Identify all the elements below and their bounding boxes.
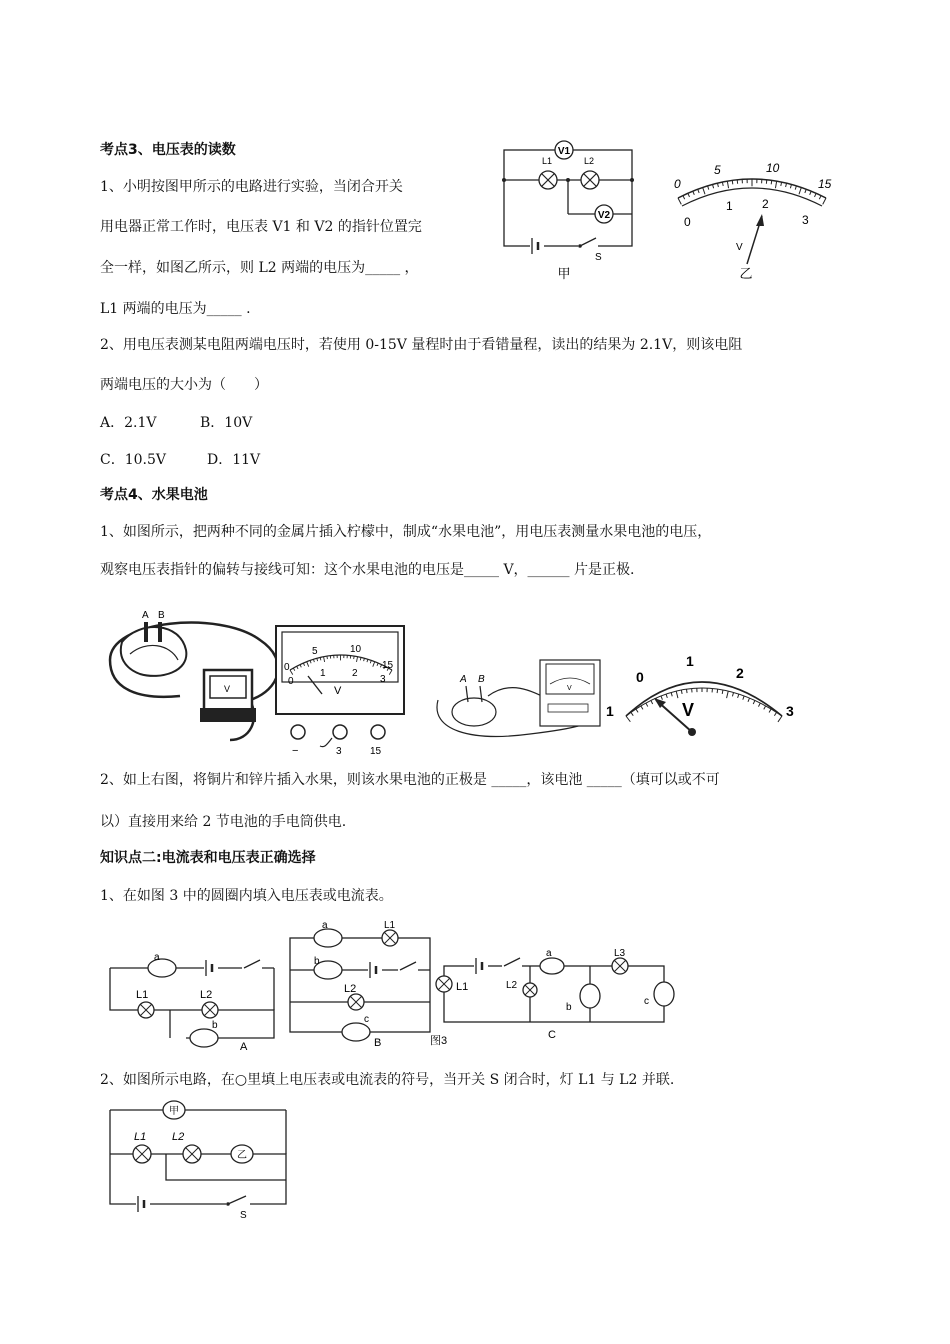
meter-tick [671,692,672,696]
fa-label-a: a [154,952,160,963]
meter-figure-yi [662,152,842,282]
fruit-battery-figure-left [100,600,410,760]
s4-q1-line2: 观察电压表指针的偏转与接线可知：这个水果电池的电压是_____ V，______ 片是正极. [100,562,635,578]
q2-option-b: B．10V [200,415,253,431]
fl-small-meter-unit: V [224,684,231,694]
v2-label: V2 [597,210,611,221]
meter-tick [626,716,630,722]
k2-q2-line1: 2、如图所示电路，在○里填上电压表或电流表的符号，当开关 S 闭合时，灯 L1 与 L2 并联. [100,1072,675,1088]
fr-tick-3: 3 [786,703,794,719]
meter-tick [666,694,667,698]
fl-top-tick-15: 15 [382,660,394,671]
fl-bottom-tick-2: 2 [352,668,358,679]
meter-tick [683,196,685,200]
meter-tick [748,698,750,702]
q2-option-d: D．11V [207,452,261,468]
q1-line4: L1 两端的电压为_____ . [100,301,251,317]
fb-label-circuit: B [374,1037,382,1049]
meter-tick [698,189,699,193]
meter-tick [681,690,682,694]
fr-tick-2: 2 [736,665,744,681]
q2-line1: 2、用电压表测某电阻两端电压时，若使用 0-15V 量程时由于看错量程，读出的结果为 2.1V，则该电阻 [100,337,743,353]
fr-label-b: B [478,674,485,685]
fl-top-tick-5: 5 [312,646,318,657]
meter-tick [641,706,643,709]
fa-label-b: b [212,1020,218,1031]
yi-top-tick-15: 15 [818,177,832,191]
q1-line1: 1、小明按图甲所示的电路进行实验，当闭合开关 [100,179,403,195]
fruit-battery-figure-right [430,650,820,750]
yi-unit: V [736,242,743,253]
fc-label-l1: L1 [456,981,469,993]
v1-label: V1 [557,146,571,157]
q2-option-a: A．2.1V [100,415,157,431]
fb-label-c: c [364,1014,369,1025]
figure-3-circuits [100,918,700,1058]
meter-tick [778,716,782,722]
fl-meter-unit: V [334,685,342,697]
figure-caption-yi: 乙 [739,266,753,281]
meter-tick [631,712,633,715]
yi-top-tick-0: 0 [674,177,681,191]
meter-tick [686,689,687,693]
fr-tick-0: 0 [636,669,644,685]
fr-small-meter-unit: V [567,685,572,692]
meter-tick [651,700,653,704]
fc-label-c: c [644,996,649,1007]
fl-bottom-tick-0: 0 [288,676,294,687]
meter-tick [795,186,796,190]
switch-label: S [595,252,602,263]
fc-label-circuit: C [548,1029,556,1041]
switch-s-label: S [240,1210,247,1220]
s4-q2-line2: 以）直接用来给 2 节电池的手电筒供电. [100,814,347,830]
section4-heading: 考点4、水果电池 [100,487,208,503]
fc-label-a: a [546,948,552,959]
l2-label: L2 [584,156,595,166]
fl-label-a: A [142,610,149,621]
meter-tick [727,181,728,188]
q2-line2: 两端电压的大小为（ ） [100,377,268,393]
meter-tick [771,180,772,184]
meter-tick [703,187,705,194]
fb-label-a: a [322,920,328,931]
meter-yi-label: 乙 [237,1150,247,1161]
knowledge2-heading: 知识点二:电流表和电压表正确选择 [100,850,316,866]
meter-tick [774,712,776,715]
meter-tick [661,696,662,700]
meter-tick [676,691,678,698]
meter-tick [738,694,739,698]
fl-terminal-3: 3 [336,746,342,757]
meter-tick [732,180,733,184]
fl-terminal-neg: − [292,745,299,757]
fb-label-l1: L1 [384,920,396,931]
s4-q1-line1: 1、如图所示，把两种不同的金属片插入柠檬中，制成“水果电池”，用电压表测量水果电池的电压， [100,524,712,540]
meter-tick [790,184,791,188]
meter-tick [678,198,681,204]
yi-bottom-tick-3: 3 [802,213,809,227]
fb-label-b: b [314,956,320,967]
meter-tick [819,196,821,200]
meter-tick [636,709,638,712]
fc-label-b: b [566,1002,572,1013]
meter-tick [753,700,755,704]
fl-bottom-tick-3: 3 [380,674,386,685]
meter-tick [823,198,826,204]
yi-bottom-tick-2: 2 [762,197,769,211]
meter-tick [810,191,812,195]
meter-tick [646,703,648,707]
fa-label-circuit: A [240,1041,248,1053]
fl-bottom-tick-1: 1 [320,668,326,679]
fl-top-tick-10: 10 [350,644,362,655]
meter-tick [764,706,766,710]
meter-tick [693,191,695,195]
yi-bottom-tick-1: 1 [726,199,733,213]
lamp-l1-label: L1 [134,1131,147,1143]
q2-option-c: C．10.5V [100,452,166,468]
fr-tick-1: 1 [686,653,694,669]
q1-line2: 用电器正常工作时，电压表 V1 和 V2 的指针位置完 [100,219,422,235]
fl-top-tick-0: 0 [284,662,290,673]
fl-label-b: B [158,610,165,621]
fr-side-label: 1 [606,703,614,719]
circuit-figure-jia [498,136,638,286]
yi-top-tick-10: 10 [766,161,780,175]
k2-q1-line1: 1、在如图 3 中的圆圈内填入电压表或电流表。 [100,888,393,904]
fc-label-l3: L3 [614,948,626,959]
meter-tick [743,696,744,700]
meter-tick [815,193,817,197]
meter-tick [708,186,709,190]
q1-line3: 全一样，如图乙所示，则 L2 两端的电压为_____ ， [100,260,419,276]
fr-meter-unit: V [682,700,695,720]
l1-label: L1 [542,156,553,166]
meter-tick [799,187,801,194]
meter-tick [713,184,714,188]
meter-tick [722,690,723,694]
section3-heading: 考点3、电压表的读数 [100,142,236,158]
meter-tick [775,181,776,188]
meter-tick [717,689,718,693]
parallel-circuit-figure [100,1100,300,1220]
figure-3-caption: 图3 [430,1035,448,1047]
fl-terminal-15: 15 [370,746,382,757]
meter-jia-label: 甲 [169,1106,179,1117]
s4-q2-line1: 2、如上右图，将铜片和锌片插入水果，则该水果电池的正极是 _____，该电池 _____（填可以或不可 [100,772,720,788]
lamp-l2-label: L2 [172,1131,185,1143]
figure-caption-jia: 甲 [557,266,571,281]
fa-label-l2: L2 [200,989,213,1001]
meter-tick [727,691,729,698]
meter-tick [688,193,690,197]
fa-label-l1: L1 [136,989,149,1001]
yi-top-tick-5: 5 [714,163,721,177]
fc-label-l2: L2 [506,980,518,991]
meter-tick [758,703,760,707]
meter-tick [732,692,733,696]
fr-label-a: A [460,674,467,685]
fb-label-l2: L2 [344,983,357,995]
meter-tick [769,709,771,712]
yi-bottom-tick-0: 0 [684,215,691,229]
meter-tick [805,189,806,193]
